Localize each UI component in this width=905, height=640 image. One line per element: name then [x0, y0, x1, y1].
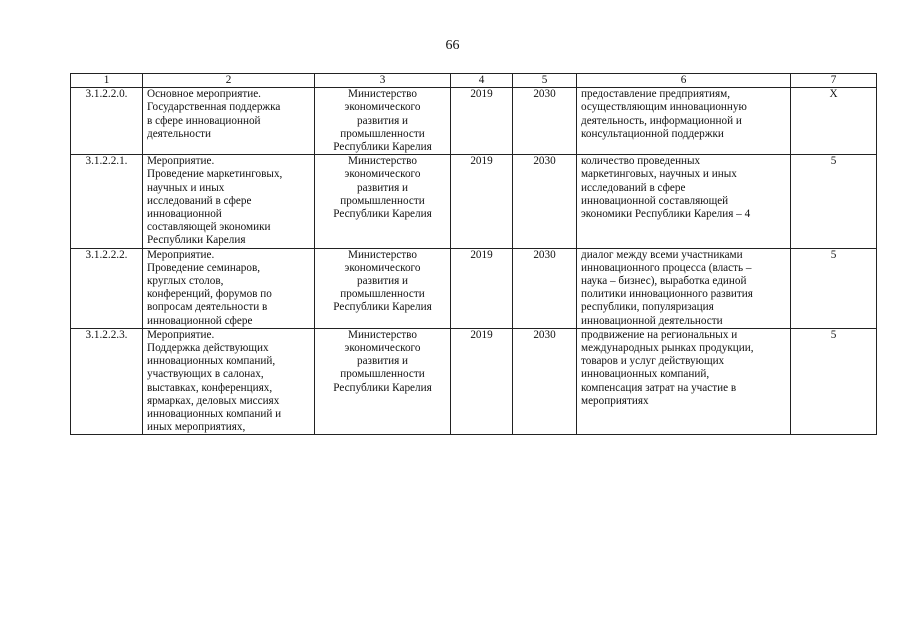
- cell-ref: Х: [791, 88, 877, 155]
- cell-result: [577, 88, 791, 155]
- cell-line: деятельности: [147, 127, 212, 140]
- cell-ref: 5: [791, 328, 877, 435]
- cell-line: Республики Карелия: [147, 234, 246, 247]
- cell-line: Республики Карелия: [333, 141, 432, 154]
- cell-line: промышленности: [340, 368, 425, 381]
- cell-line: диалог между всеми участниками: [581, 248, 743, 261]
- cell-ref: 5: [791, 248, 877, 328]
- cell-line: Проведение маркетинговых,: [147, 168, 283, 181]
- cell-line: инновационной деятельности: [581, 314, 723, 327]
- cell-name: [143, 155, 315, 248]
- cell-executor: [315, 155, 451, 248]
- cell-line: развития и: [356, 355, 409, 368]
- page-number: 66: [445, 38, 460, 53]
- cell-name: [143, 328, 315, 435]
- header-cell: 3: [315, 74, 451, 88]
- cell-line: товаров и услуг действующих: [581, 355, 725, 368]
- cell-line: исследований в сфере: [581, 181, 686, 194]
- header-cell: 5: [513, 74, 577, 88]
- cell-code: 3.1.2.2.2.: [71, 248, 143, 328]
- cell-line: развития и: [356, 181, 409, 194]
- cell-line: промышленности: [340, 127, 425, 140]
- cell-line: Министерство: [348, 248, 417, 261]
- cell-ref: 5: [791, 155, 877, 248]
- table-row: [71, 88, 877, 155]
- cell-line: республики, популяризация: [581, 301, 714, 314]
- table-row: [71, 328, 877, 435]
- cell-executor: [315, 88, 451, 155]
- cell-line: компенсация затрат на участие в: [581, 381, 737, 394]
- cell-line: инновационных компаний,: [581, 368, 710, 381]
- cell-end: 2030: [513, 88, 577, 155]
- cell-line: инновационного процесса (власть –: [581, 261, 752, 274]
- cell-line: развития и: [356, 275, 409, 288]
- cell-code: 3.1.2.2.0.: [71, 88, 143, 155]
- table-row: [71, 155, 877, 248]
- cell-line: научных и иных: [147, 181, 225, 194]
- cell-line: иных мероприятиях,: [147, 421, 246, 434]
- cell-result: [577, 328, 791, 435]
- cell-line: инновационных компаний,: [147, 355, 276, 368]
- cell-line: Республики Карелия: [333, 381, 432, 394]
- cell-line: продвижение на региональных и: [581, 328, 738, 341]
- cell-line: исследований в сфере: [147, 194, 252, 207]
- header-cell: 7: [791, 74, 877, 88]
- cell-line: количество проведенных: [581, 155, 701, 168]
- cell-line: участвующих в салонах,: [147, 368, 264, 381]
- cell-line: экономического: [344, 101, 421, 114]
- cell-line: составляющей экономики: [147, 221, 271, 234]
- cell-line: Поддержка действующих: [147, 342, 269, 355]
- cell-result: [577, 155, 791, 248]
- cell-executor: [315, 248, 451, 328]
- cell-line: вопросам деятельности в: [147, 301, 268, 314]
- program-table: [70, 73, 877, 435]
- cell-line: Республики Карелия: [333, 208, 432, 221]
- cell-start: 2019: [451, 88, 513, 155]
- cell-line: инновационной сфере: [147, 314, 253, 327]
- cell-code: 3.1.2.2.1.: [71, 155, 143, 248]
- cell-start: 2019: [451, 155, 513, 248]
- cell-line: Министерство: [348, 328, 417, 341]
- cell-code: 3.1.2.2.3.: [71, 328, 143, 435]
- cell-line: Мероприятие.: [147, 328, 215, 341]
- cell-line: конференций, форумов по: [147, 288, 272, 301]
- cell-line: экономического: [344, 261, 421, 274]
- cell-line: наука – бизнес), выработка единой: [581, 275, 747, 288]
- cell-line: промышленности: [340, 288, 425, 301]
- cell-line: промышленности: [340, 194, 425, 207]
- cell-end: 2030: [513, 248, 577, 328]
- cell-line: Мероприятие.: [147, 155, 215, 168]
- header-cell: 2: [143, 74, 315, 88]
- cell-line: предоставление предприятиям,: [581, 88, 731, 101]
- cell-line: Проведение семинаров,: [147, 261, 261, 274]
- cell-line: консультационной поддержки: [581, 127, 724, 140]
- cell-end: 2030: [513, 328, 577, 435]
- cell-name: [143, 88, 315, 155]
- cell-line: экономического: [344, 342, 421, 355]
- cell-line: деятельность, информационной и: [581, 114, 742, 127]
- cell-name: [143, 248, 315, 328]
- cell-line: инновационной составляющей: [581, 194, 729, 207]
- cell-line: Основное мероприятие.: [147, 88, 261, 101]
- cell-line: Мероприятие.: [147, 248, 215, 261]
- cell-start: 2019: [451, 248, 513, 328]
- cell-line: инновационной: [147, 208, 222, 221]
- cell-line: международных рынках продукции,: [581, 342, 754, 355]
- cell-result: [577, 248, 791, 328]
- header-cell: 1: [71, 74, 143, 88]
- cell-line: Министерство: [348, 88, 417, 101]
- table-body: [71, 88, 877, 435]
- cell-line: экономики Республики Карелия – 4: [581, 208, 751, 221]
- cell-end: 2030: [513, 155, 577, 248]
- cell-line: политики инновационного развития: [581, 288, 753, 301]
- cell-line: выставках, конференциях,: [147, 381, 273, 394]
- cell-line: Республики Карелия: [333, 301, 432, 314]
- cell-line: развития и: [356, 114, 409, 127]
- cell-executor: [315, 328, 451, 435]
- cell-line: ярмарках, деловых миссиях: [147, 394, 280, 407]
- cell-line: инновационных компаний и: [147, 408, 282, 421]
- cell-line: маркетинговых, научных и иных: [581, 168, 737, 181]
- cell-line: в сфере инновационной: [147, 114, 261, 127]
- header-cell: 4: [451, 74, 513, 88]
- cell-line: осуществляющим инновационную: [581, 101, 747, 114]
- header-cell: 6: [577, 74, 791, 88]
- cell-line: экономического: [344, 168, 421, 181]
- header-row: [71, 74, 877, 88]
- cell-line: Государственная поддержка: [147, 101, 281, 114]
- cell-line: круглых столов,: [147, 275, 224, 288]
- cell-line: мероприятиях: [581, 394, 649, 407]
- cell-line: Министерство: [348, 155, 417, 168]
- cell-start: 2019: [451, 328, 513, 435]
- table-row: [71, 248, 877, 328]
